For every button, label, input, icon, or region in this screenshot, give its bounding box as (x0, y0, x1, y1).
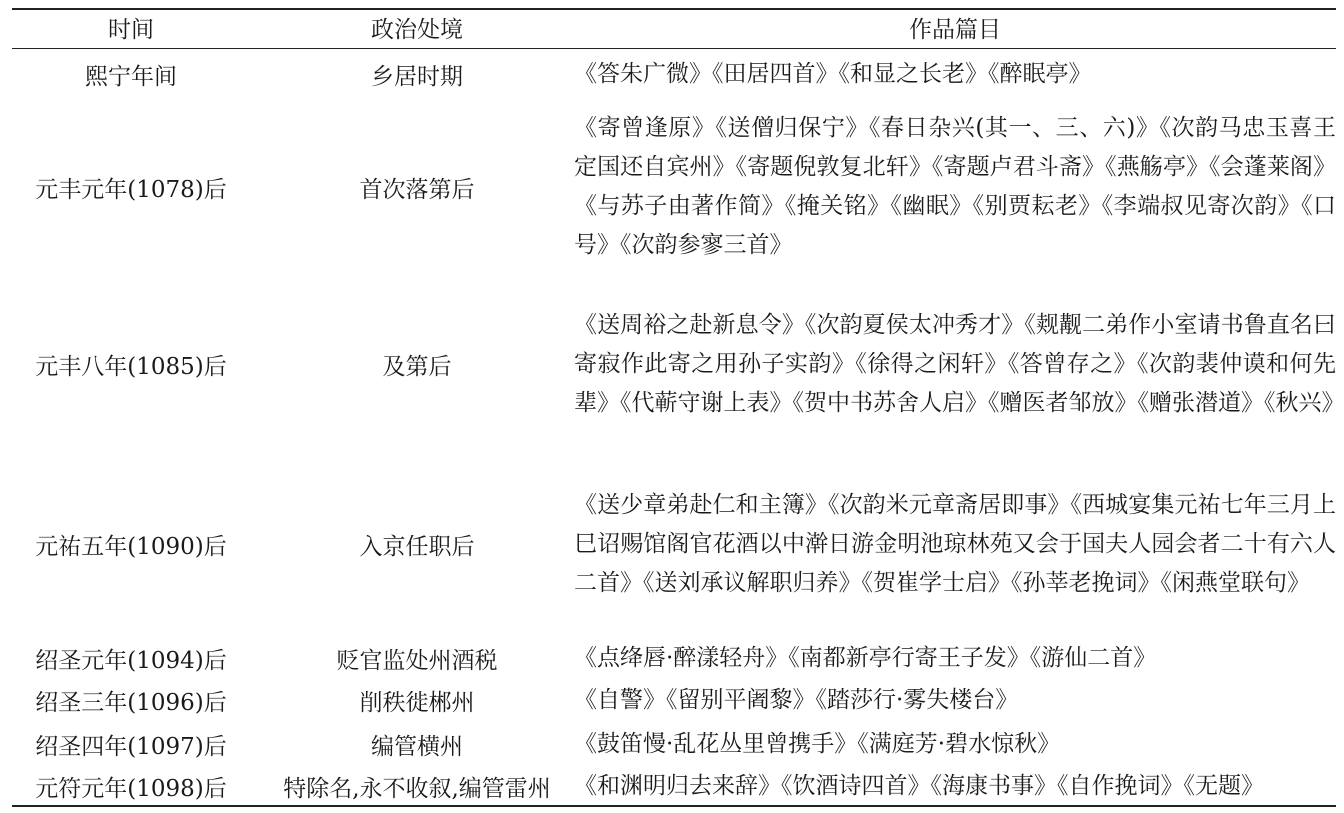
cell-situation: 首次落第后 (359, 176, 475, 203)
cell-situation: 贬官监处州酒税 (336, 647, 498, 674)
works-text: 《答朱广微》《田居四首》《和显之长老》《醉眠亭》 (574, 60, 1092, 87)
cell-time: 绍圣四年(1097)后 (35, 733, 227, 760)
cell-works (574, 638, 1336, 678)
cell-works (574, 52, 1336, 96)
cell-works (574, 766, 1336, 806)
header-rule (12, 48, 1336, 49)
table-row (12, 680, 1336, 720)
header-works: 作品篇目 (909, 17, 1001, 43)
cell-time: 元丰元年(1078)后 (35, 176, 227, 203)
cell-works (574, 680, 1336, 720)
cell-time: 元符元年(1098)后 (35, 775, 227, 802)
cell-works (574, 464, 1336, 624)
works-text: 《送周裕之赴新息令》《次韵夏侯太冲秀才》《觌觏二弟作小室请书鲁直名曰寄寂作此寄之用孙子实韵》《徐得之闲轩》《答曾存之》《次韵裴仲谟和何先辈》《代蕲守谢上表》《贺中书苏舍人启》《赠医者邹放》《赠张潜道》《秋兴》 (574, 311, 1344, 416)
table-row (12, 766, 1336, 806)
works-text: 《寄曾逢原》《送僧归保宁》《春日杂兴(其一、三、六)》《次韵马忠玉喜王定国还自宾州》《寄题倪敦复北轩》《寄题卢君斗斋》《燕觞亭》《会蓬莱阁》《与苏子由著作简》《掩关铭》《幽眠》《别贾耘老》《李端叔见寄次韵》《口号》《次韵参寥三首》 (574, 115, 1336, 258)
cell-time: 熙宁年间 (85, 63, 177, 90)
table-row (12, 107, 1336, 267)
cell-situation: 入京任职后 (359, 533, 475, 560)
cell-works (574, 724, 1336, 764)
works-text: 《送少章弟赴仁和主簿》《次韵米元章斋居即事》《西城宴集元祐七年三月上巳诏赐馆阁官花酒以中澣日游金明池琼林苑又会于国夫人园会者二十有六人二首》《送刘承议解职归养》《贺崔学士启》《孙莘老挽词》《闲燕堂联句》 (574, 491, 1336, 596)
header-situation: 政治处境 (371, 17, 463, 43)
table-row (12, 464, 1336, 624)
cell-time: 元丰八年(1085)后 (35, 353, 227, 380)
cell-situation: 特除名,永不收叙,编管雷州 (283, 775, 551, 802)
table-row (12, 638, 1336, 678)
table-row (12, 52, 1336, 96)
table-top-rule (12, 8, 1336, 10)
works-text: 《自警》《留别平阇黎》《踏莎行·雾失楼台》 (574, 686, 1019, 713)
cell-time: 绍圣三年(1096)后 (35, 689, 227, 716)
header-time: 时间 (108, 17, 154, 43)
cell-situation: 削秩徙郴州 (359, 689, 475, 716)
works-text: 《鼓笛慢·乱花丛里曾携手》《满庭芳·碧水惊秋》 (574, 730, 1061, 757)
cell-situation: 编管横州 (371, 733, 463, 760)
cell-works (574, 107, 1336, 267)
cell-situation: 及第后 (382, 353, 452, 380)
cell-time: 元祐五年(1090)后 (35, 533, 227, 560)
works-text: 《点绛唇·醉漾轻舟》《南都新亭行寄王子发》《游仙二首》 (574, 644, 1157, 671)
table-row (12, 284, 1344, 444)
table-bottom-rule (12, 805, 1336, 807)
cell-time: 绍圣元年(1094)后 (35, 647, 227, 674)
works-text: 《和渊明归去来辞》《饮酒诗四首》《海康书事》《自作挽词》《无题》 (574, 772, 1264, 799)
table-row (12, 724, 1336, 764)
cell-situation: 乡居时期 (371, 63, 463, 90)
cell-works (574, 284, 1344, 444)
